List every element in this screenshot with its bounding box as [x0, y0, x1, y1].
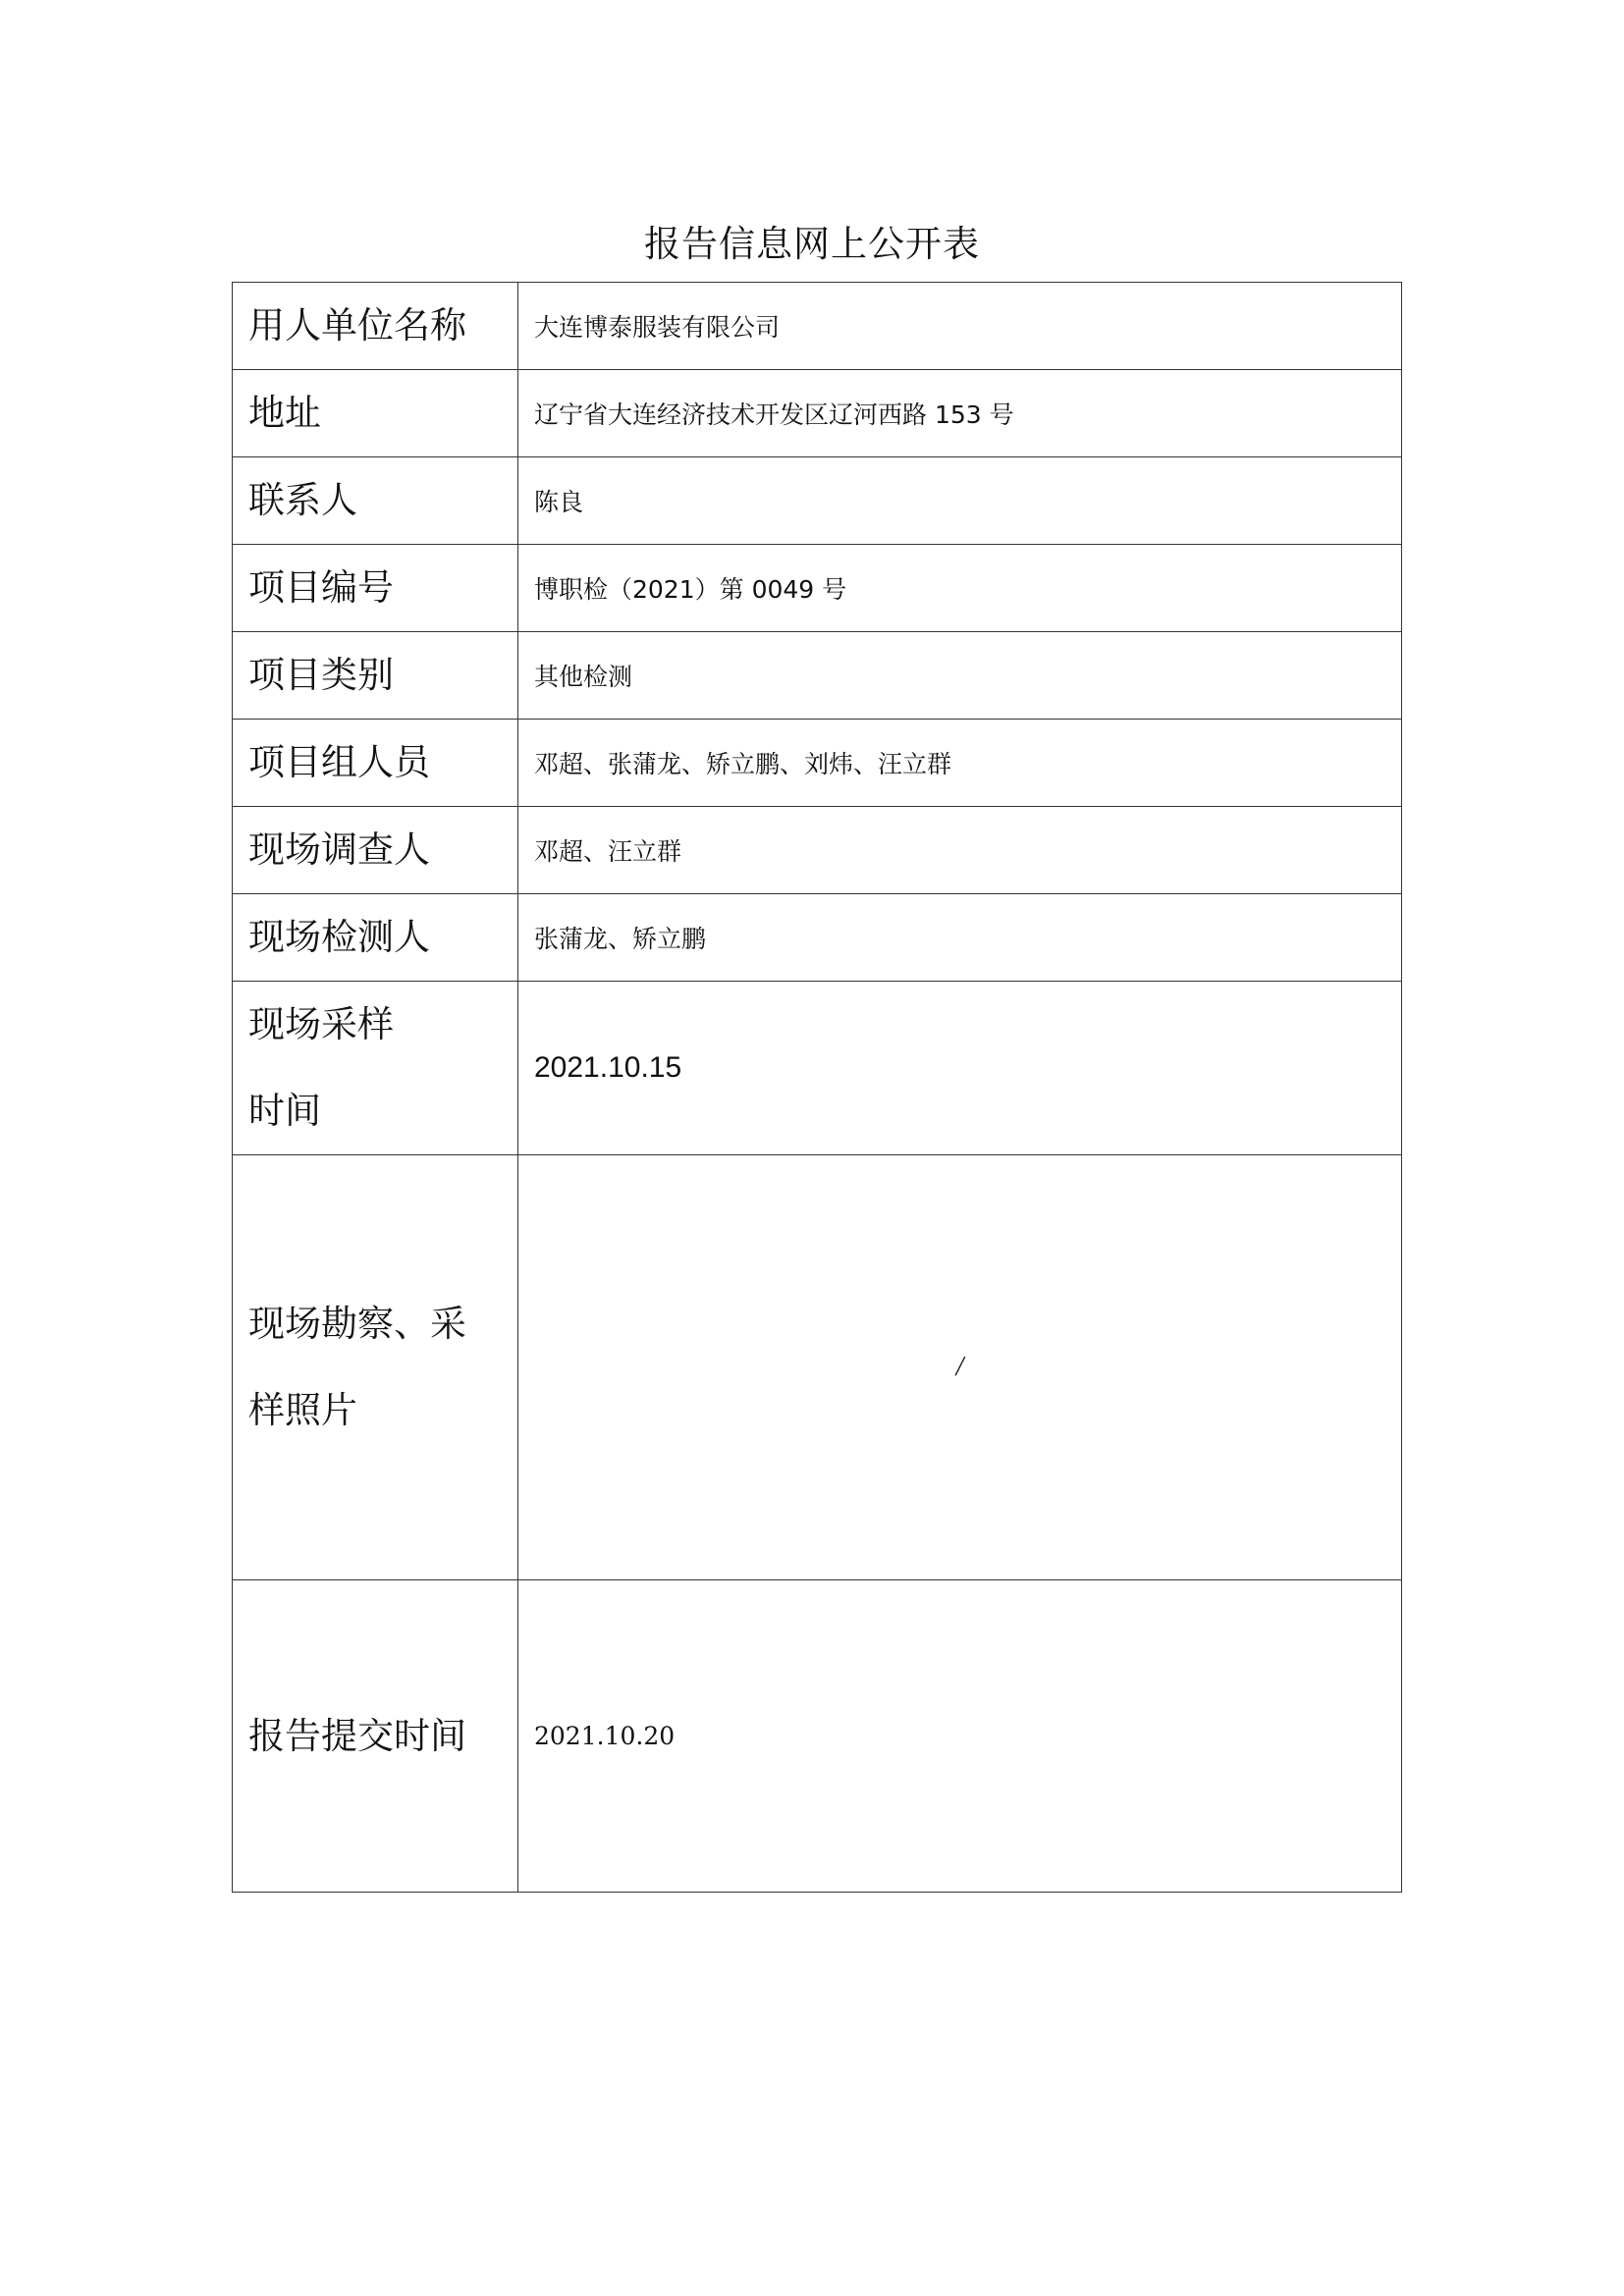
table-row [233, 894, 1402, 982]
photos-label-line1: 现场勘察、采 [248, 1303, 466, 1345]
photos-label [233, 1155, 518, 1580]
contact-value: 陈良 [518, 457, 1402, 545]
site-investigator-value: 邓超、汪立群 [518, 807, 1402, 894]
project-members-label: 项目组人员 [233, 720, 518, 807]
project-number-value: 博职检（2021）第 0049 号 [518, 545, 1402, 632]
address-label: 地址 [233, 370, 518, 457]
contact-label: 联系人 [233, 457, 518, 545]
report-info-table [232, 282, 1402, 1893]
table-row [233, 982, 1402, 1155]
table-row [233, 1155, 1402, 1580]
table-row [233, 1580, 1402, 1893]
photos-value: / [518, 1155, 1402, 1580]
document-title: 报告信息网上公开表 [644, 223, 980, 265]
photos-label-line2: 样照片 [248, 1389, 357, 1431]
project-category-value: 其他检测 [518, 632, 1402, 720]
employer-name-value: 大连博泰服装有限公司 [518, 283, 1402, 370]
sampling-time-label-line1: 现场采样 [248, 1003, 394, 1045]
submit-time-label: 报告提交时间 [233, 1580, 518, 1893]
table-row [233, 720, 1402, 807]
site-inspector-value: 张蒲龙、矫立鹏 [518, 894, 1402, 982]
table-row [233, 283, 1402, 370]
submit-time-value: 2021.10.20 [518, 1580, 1402, 1893]
project-category-label: 项目类别 [233, 632, 518, 720]
table-row [233, 807, 1402, 894]
table-row [233, 370, 1402, 457]
table-row [233, 632, 1402, 720]
project-number-label: 项目编号 [233, 545, 518, 632]
sampling-time-label-line2: 时间 [248, 1090, 321, 1132]
address-value: 辽宁省大连经济技术开发区辽河西路 153 号 [518, 370, 1402, 457]
employer-name-label: 用人单位名称 [233, 283, 518, 370]
table-row [233, 457, 1402, 545]
table-row [233, 545, 1402, 632]
sampling-time-label [233, 982, 518, 1155]
site-inspector-label: 现场检测人 [233, 894, 518, 982]
sampling-time-value: 2021.10.15 [518, 982, 1402, 1155]
project-members-value: 邓超、张蒲龙、矫立鹏、刘炜、汪立群 [518, 720, 1402, 807]
site-investigator-label: 现场调查人 [233, 807, 518, 894]
